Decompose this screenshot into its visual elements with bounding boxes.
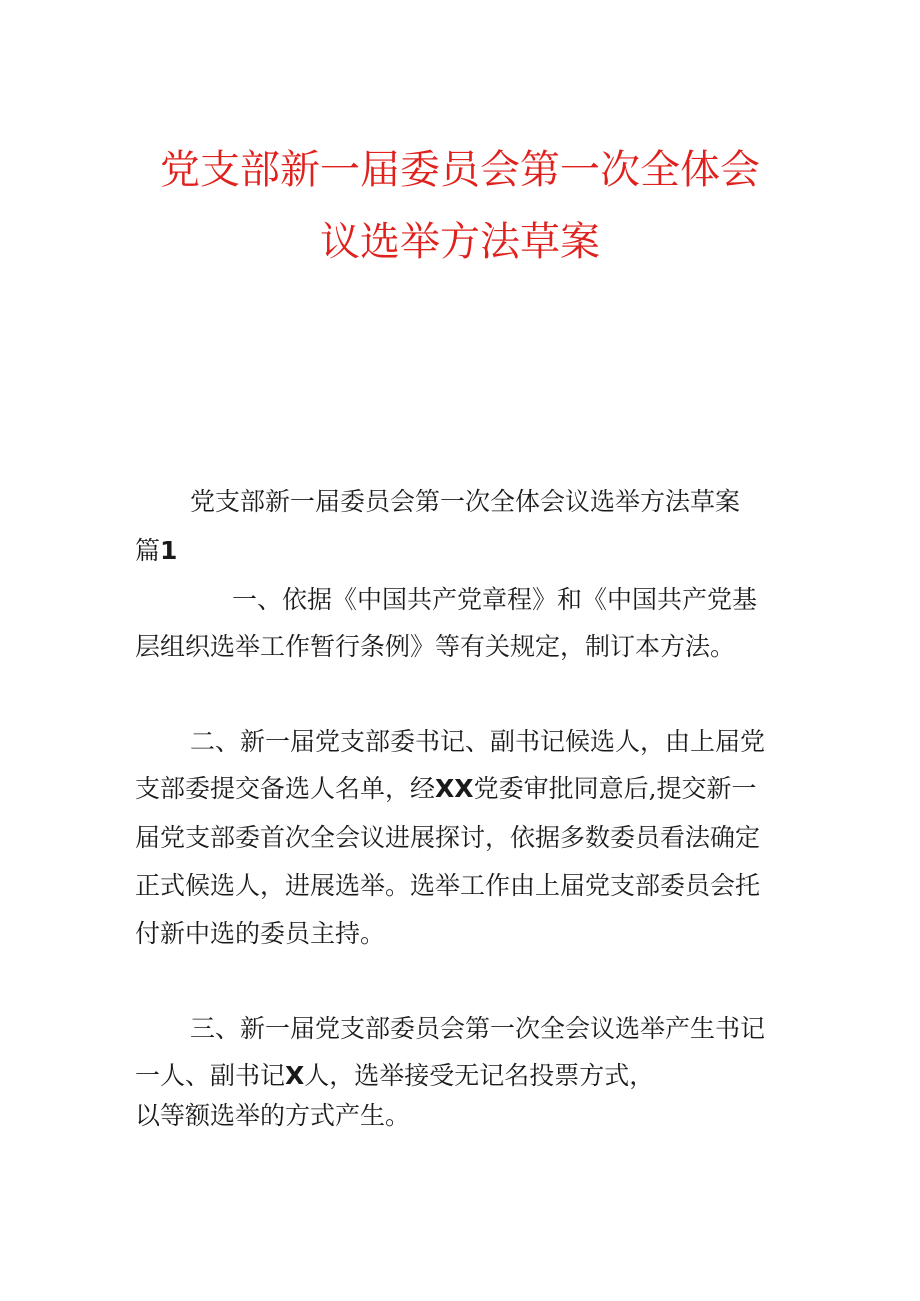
document-title-line-1: 党支部新一届委员会第一次全体会 — [160, 147, 760, 193]
section-2-line-2-a: 支部委提交备选人名单，经 — [135, 774, 436, 803]
subtitle-part-label: 篇 — [135, 536, 161, 565]
section-3-line-2-b: X — [285, 1061, 305, 1090]
section-1-line-1: 一、依据《中国共产党章程》和《中国共产党基 — [232, 585, 758, 614]
section-2-line-2-c: 党委审批同意后,提交新一 — [473, 774, 757, 803]
document-title-line-2: 议选举方法草案 — [320, 219, 600, 265]
section-3-line-3: 以等额选举的方式产生。 — [135, 1101, 411, 1130]
section-2-line-3: 届党支部委首次全会议进展探讨，依据多数委员看法确定 — [135, 823, 761, 852]
section-2-line-4: 正式候选人，进展选举。选举工作由上届党支部委员会托 — [135, 871, 761, 900]
section-3-line-1: 三、新一届党支部委员会第一次全会议选举产生书记 — [190, 1014, 766, 1043]
section-2-line-1: 二、新一届党支部委书记、副书记候选人，由上届党 — [190, 727, 766, 756]
subtitle-line-2 — [135, 536, 177, 566]
section-2-line-5: 付新中选的委员主持。 — [135, 919, 386, 948]
section-3-line-2-c: 人，选举接受无记名投票方式， — [304, 1061, 655, 1090]
subtitle-part-number: 1 — [160, 536, 178, 565]
section-3-line-2 — [135, 1061, 654, 1091]
section-1-line-2: 层组织选举工作暂行条例》等有关规定，制订本方法。 — [135, 632, 736, 661]
section-2-line-2-b: XX — [435, 774, 474, 803]
section-2-line-2 — [135, 774, 757, 804]
subtitle-line-1: 党支部新一届委员会第一次全体会议选举方法草案 — [190, 487, 741, 516]
section-3-line-2-a: 一人、副书记 — [135, 1061, 286, 1090]
